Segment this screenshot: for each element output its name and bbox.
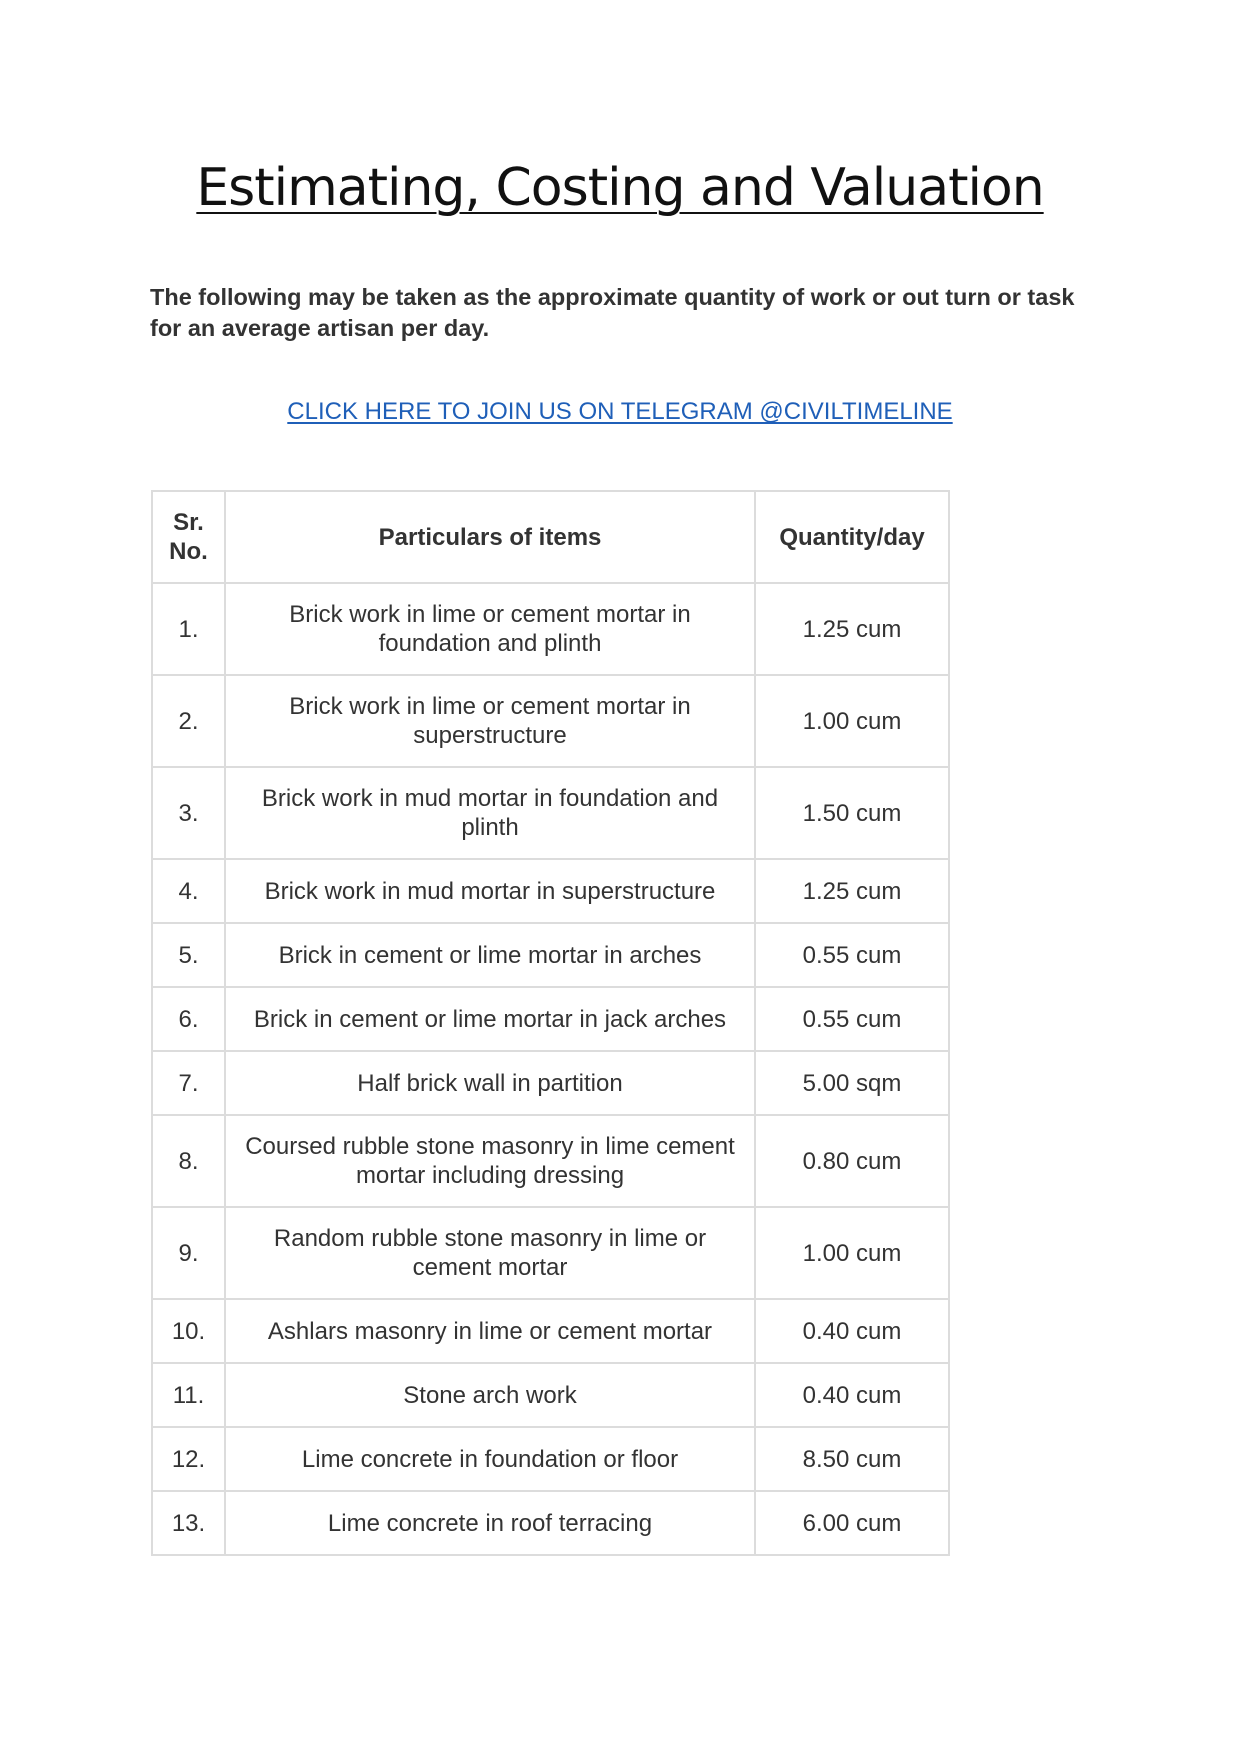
cell-sr: 10. <box>152 1299 225 1363</box>
cell-qty: 1.00 cum <box>755 1207 949 1299</box>
cell-sr: 7. <box>152 1051 225 1115</box>
cell-sr: 13. <box>152 1491 225 1555</box>
header-particulars: Particulars of items <box>225 491 755 583</box>
cell-qty: 1.50 cum <box>755 767 949 859</box>
cell-item: Stone arch work <box>225 1363 755 1427</box>
table-row <box>152 1427 949 1491</box>
intro-paragraph: The following may be taken as the approximate quantity of work or out turn or task for an average artisan per day. <box>150 284 1075 341</box>
cell-qty: 6.00 cum <box>755 1491 949 1555</box>
table-row <box>152 1363 949 1427</box>
header-quantity: Quantity/day <box>755 491 949 583</box>
header-sr-no: Sr. No. <box>152 491 225 583</box>
table-row <box>152 1491 949 1555</box>
cell-item: Brick work in mud mortar in superstructure <box>225 859 755 923</box>
table-header-row <box>152 491 949 583</box>
cell-sr: 5. <box>152 923 225 987</box>
table-row <box>152 1299 949 1363</box>
cell-qty: 8.50 cum <box>755 1427 949 1491</box>
cell-qty: 0.55 cum <box>755 923 949 987</box>
table-row <box>152 987 949 1051</box>
cell-item: Brick work in mud mortar in foundation and plinth <box>225 767 755 859</box>
table-row <box>152 923 949 987</box>
cell-item: Brick work in lime or cement mortar in foundation and plinth <box>225 583 755 675</box>
cell-item: Brick in cement or lime mortar in arches <box>225 923 755 987</box>
cell-qty: 0.40 cum <box>755 1299 949 1363</box>
cell-qty: 0.55 cum <box>755 987 949 1051</box>
cell-qty: 1.25 cum <box>755 859 949 923</box>
cell-item: Brick work in lime or cement mortar in superstructure <box>225 675 755 767</box>
page-title <box>0 158 1240 218</box>
output-table <box>151 490 950 1556</box>
cell-sr: 11. <box>152 1363 225 1427</box>
cell-item: Coursed rubble stone masonry in lime cement mortar including dressing <box>225 1115 755 1207</box>
cell-qty: 0.80 cum <box>755 1115 949 1207</box>
cell-sr: 1. <box>152 583 225 675</box>
cell-item: Lime concrete in roof terracing <box>225 1491 755 1555</box>
cell-qty: 5.00 sqm <box>755 1051 949 1115</box>
cell-sr: 9. <box>152 1207 225 1299</box>
cell-sr: 6. <box>152 987 225 1051</box>
table-row <box>152 767 949 859</box>
table-row <box>152 1207 949 1299</box>
cell-sr: 3. <box>152 767 225 859</box>
cell-sr: 4. <box>152 859 225 923</box>
cell-qty: 0.40 cum <box>755 1363 949 1427</box>
table-row <box>152 675 949 767</box>
page-title-text: Estimating, Costing and Valuation <box>196 158 1044 218</box>
cell-qty: 1.25 cum <box>755 583 949 675</box>
cell-sr: 2. <box>152 675 225 767</box>
cell-item: Ashlars masonry in lime or cement mortar <box>225 1299 755 1363</box>
cell-item: Brick in cement or lime mortar in jack arches <box>225 987 755 1051</box>
cell-sr: 12. <box>152 1427 225 1491</box>
cell-item: Lime concrete in foundation or floor <box>225 1427 755 1491</box>
cell-item: Random rubble stone masonry in lime or cement mortar <box>225 1207 755 1299</box>
telegram-link-wrapper <box>0 398 1240 426</box>
cell-sr: 8. <box>152 1115 225 1207</box>
table-row <box>152 1115 949 1207</box>
table-row <box>152 1051 949 1115</box>
cell-item: Half brick wall in partition <box>225 1051 755 1115</box>
table-row <box>152 859 949 923</box>
telegram-link[interactable]: CLICK HERE TO JOIN US ON TELEGRAM @CIVILTIMELINE <box>287 398 953 425</box>
cell-qty: 1.00 cum <box>755 675 949 767</box>
table-row <box>152 583 949 675</box>
